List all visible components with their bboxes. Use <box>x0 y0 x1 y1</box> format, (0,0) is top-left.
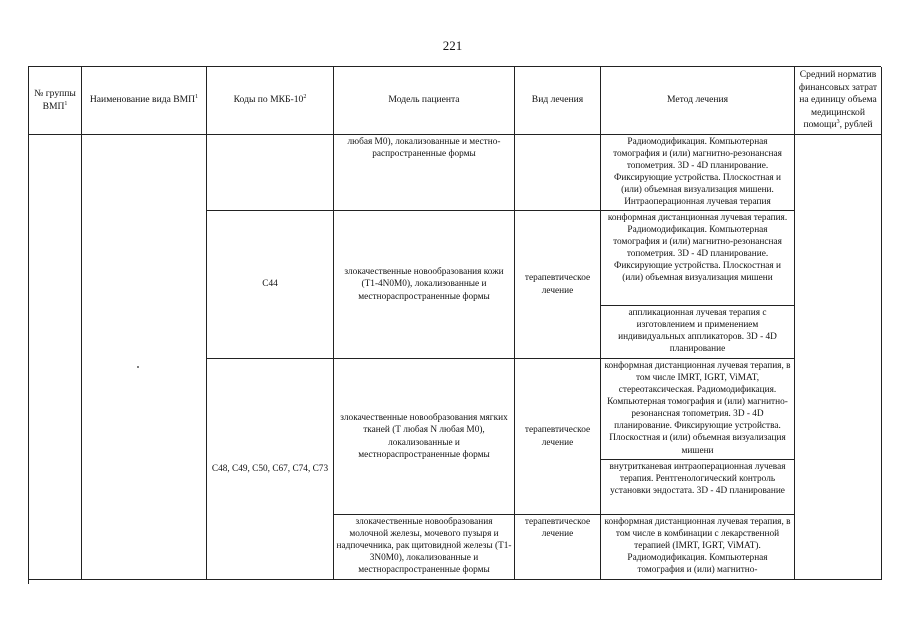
header-patient-model: Модель пациента <box>334 67 515 135</box>
treatment-method-cell: аппликационная лучевая терапия с изготовлением и применением индивидуальных аппликаторов. 3D - 4D планирование <box>601 306 795 359</box>
treatment-method-cell: конформная дистанционная лучевая терапия, в том числе IMRT, IGRT, ViMAT, стереотаксическая. Радиомодификация. Компьютерная томография и (или) магнитно-резонансная топометрия. 3D - 4D планирование. Фиксирующие устройства. Плоскостная и (или) объемная визуализация мишени <box>601 359 795 460</box>
icd-codes-cell: С44 <box>207 211 334 359</box>
treatment-type-cell: терапевтическое лечение <box>515 359 601 515</box>
icd-codes-cell <box>207 135 334 211</box>
header-treatment-method: Метод лечения <box>601 67 795 135</box>
header-icd-codes: Коды по МКБ-$10^2$ <box>207 67 334 135</box>
treatment-method-cell: конформная дистанционная лучевая терапия, в том числе в комбинации с лекарственной терапией (IMRT, IGRT, ViMAT). Радиомодификация. Компьютерная томография и (или) магнитно- <box>601 515 795 580</box>
treatment-table <box>28 66 881 584</box>
header-treatment-type: Вид лечения <box>515 67 601 135</box>
vmp-name-cell <box>82 135 207 580</box>
header-group-number: № группы ВМП$^1$ <box>29 67 82 135</box>
group-number-cell <box>29 135 82 580</box>
patient-model-cell: любая М0), локализованные и местно-распространенные формы <box>334 135 515 211</box>
patient-model-cell: злокачественные новообразования мягких тканей (Т любая N любая M0), локализованные и местнораспространенные формы <box>334 359 515 515</box>
average-cost-cell <box>795 135 882 580</box>
header-vmp-name: Наименование вида ВМП$^1$ <box>82 67 207 135</box>
treatment-type-cell <box>515 135 601 211</box>
treatment-method-cell: внутритканевая интраоперационная лучевая терапия. Рентгенологический контроль установки эндостата. 3D - 4D планирование <box>601 460 795 515</box>
treatment-method-cell: Радиомодификация. Компьютерная томография и (или) магнитно-резонансная топометрия. 3D - 4D планирование. Фиксирующие устройства. Плоскостная и (или) объемная визуализация мишени. Интраоперационная лучевая терапия <box>601 135 795 211</box>
icd-codes-cell: С48, С49, С50, С67, С74, С73 <box>207 359 334 580</box>
page-number: 221 <box>442 38 463 53</box>
scan-speck <box>137 366 139 368</box>
patient-model-cell: злокачественные новообразования кожи (Т1-4N0M0), локализованные и местнораспространенные формы <box>334 211 515 359</box>
treatment-type-cell: терапевтическое лечение <box>515 211 601 359</box>
treatment-type-cell: терапевтическое лечение <box>515 515 601 580</box>
patient-model-cell: злокачественные новообразования молочной железы, мочевого пузыря и надпочечника, рак щитовидной железы (Т1-3N0M0), локализованные и местнораспространенные формы <box>334 515 515 580</box>
header-average-cost: Средний норматив финансовых затрат на единицу объема медицинской помощи$^3$, рублей <box>795 67 882 135</box>
treatment-method-cell: конформная дистанционная лучевая терапия. Радиомодификация. Компьютерная томография и (или) магнитно-резонансная топометрия. 3D - 4D планирование. Фиксирующие устройства. Плоскостная и (или) объемная визуализация мишени <box>601 211 795 306</box>
